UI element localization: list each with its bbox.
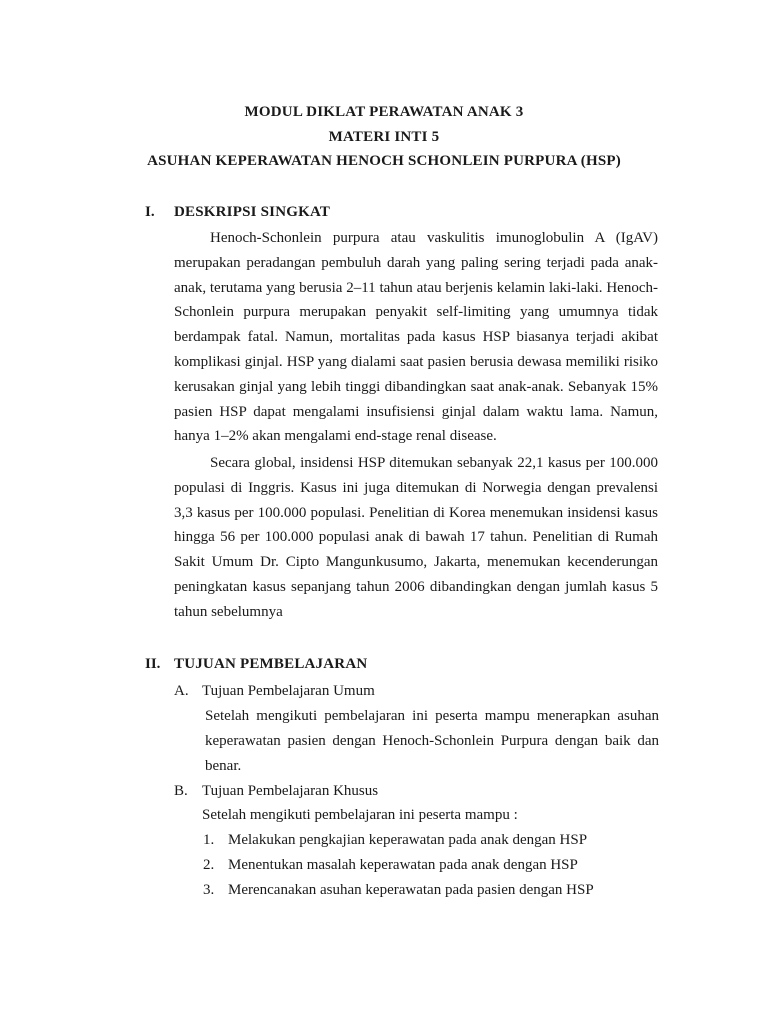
module-title: MODUL DIKLAT PERAWATAN ANAK 3 — [244, 104, 524, 120]
list-item-3-number: 3. — [203, 882, 215, 898]
subsection-a-body: Setelah mengikuti pembelajaran ini peserta mampu menerapkan asuhan keperawatan pasien dengan Henoch-Schonlein Purpura dengan baik dan benar. — [205, 708, 659, 774]
list-item-2-number: 2. — [203, 857, 215, 873]
subsection-b-title: Tujuan Pembelajaran Khusus — [202, 783, 379, 799]
subsection-a-title: Tujuan Pembelajaran Umum — [202, 683, 375, 699]
list-item-1-text: Melakukan pengkajian keperawatan pada anak dengan HSP — [228, 832, 588, 848]
list-item-3-text: Merencanakan asuhan keperawatan pada pasien dengan HSP — [228, 882, 594, 898]
section-2-number: II. — [145, 656, 161, 672]
section-1-paragraph-2: Secara global, insidensi HSP ditemukan sebanyak 22,1 kasus per 100.000 populasi di Inggris. Kasus ini juga ditemukan di Norwegia dengan prevalensi 3,3 kasus per 100.000 populasi. Penelitian di Korea menemukan insidensi kasus hingga 56 per 100.000 populasi anak di bawah 17 tahun. Penelitian di Rumah Sakit Umum Dr. Cipto Mangunkusumo, Jakarta, menemukan kecenderungan peningkatan kasus sepanjang tahun 2006 dibandingkan dengan jumlah kasus 5 tahun sebelumnya — [174, 455, 658, 620]
list-item-2-text: Menentukan masalah keperawatan pada anak dengan HSP — [228, 857, 578, 873]
subsection-b-intro: Setelah mengikuti pembelajaran ini peserta mampu : — [202, 807, 518, 823]
material-title: MATERI INTI 5 — [328, 129, 440, 145]
topic-title: ASUHAN KEPERAWATAN HENOCH SCHONLEIN PURPURA (HSP) — [147, 153, 621, 169]
section-1-heading: DESKRIPSI SINGKAT — [174, 204, 331, 220]
section-1-paragraph-1: Henoch-Schonlein purpura atau vaskulitis imunoglobulin A (IgAV) merupakan peradangan pembuluh darah yang paling sering terjadi pada anak-anak, terutama yang berusia 2–11 tahun atau berjenis kelamin laki-laki. Henoch-Schonlein purpura merupakan penyakit self-limiting yang umumnya tidak berdampak fatal. Namun, mortalitas pada kasus HSP biasanya terjadi akibat komplikasi ginjal. HSP yang dialami saat pasien berusia dewasa memiliki risiko kerusakan ginjal yang lebih tinggi dibandingkan saat anak-anak. Sebanyak 15% pasien HSP dapat mengalami insufisiensi ginjal dalam waktu lama. Namun, hanya 1–2% akan mengalami end-stage renal disease. — [174, 230, 658, 445]
list-item-1-number: 1. — [203, 832, 215, 848]
subsection-b-marker: B. — [174, 783, 188, 799]
section-1-number: I. — [145, 204, 155, 220]
section-2-heading: TUJUAN PEMBELAJARAN — [174, 656, 368, 672]
subsection-a-marker: A. — [174, 683, 189, 699]
